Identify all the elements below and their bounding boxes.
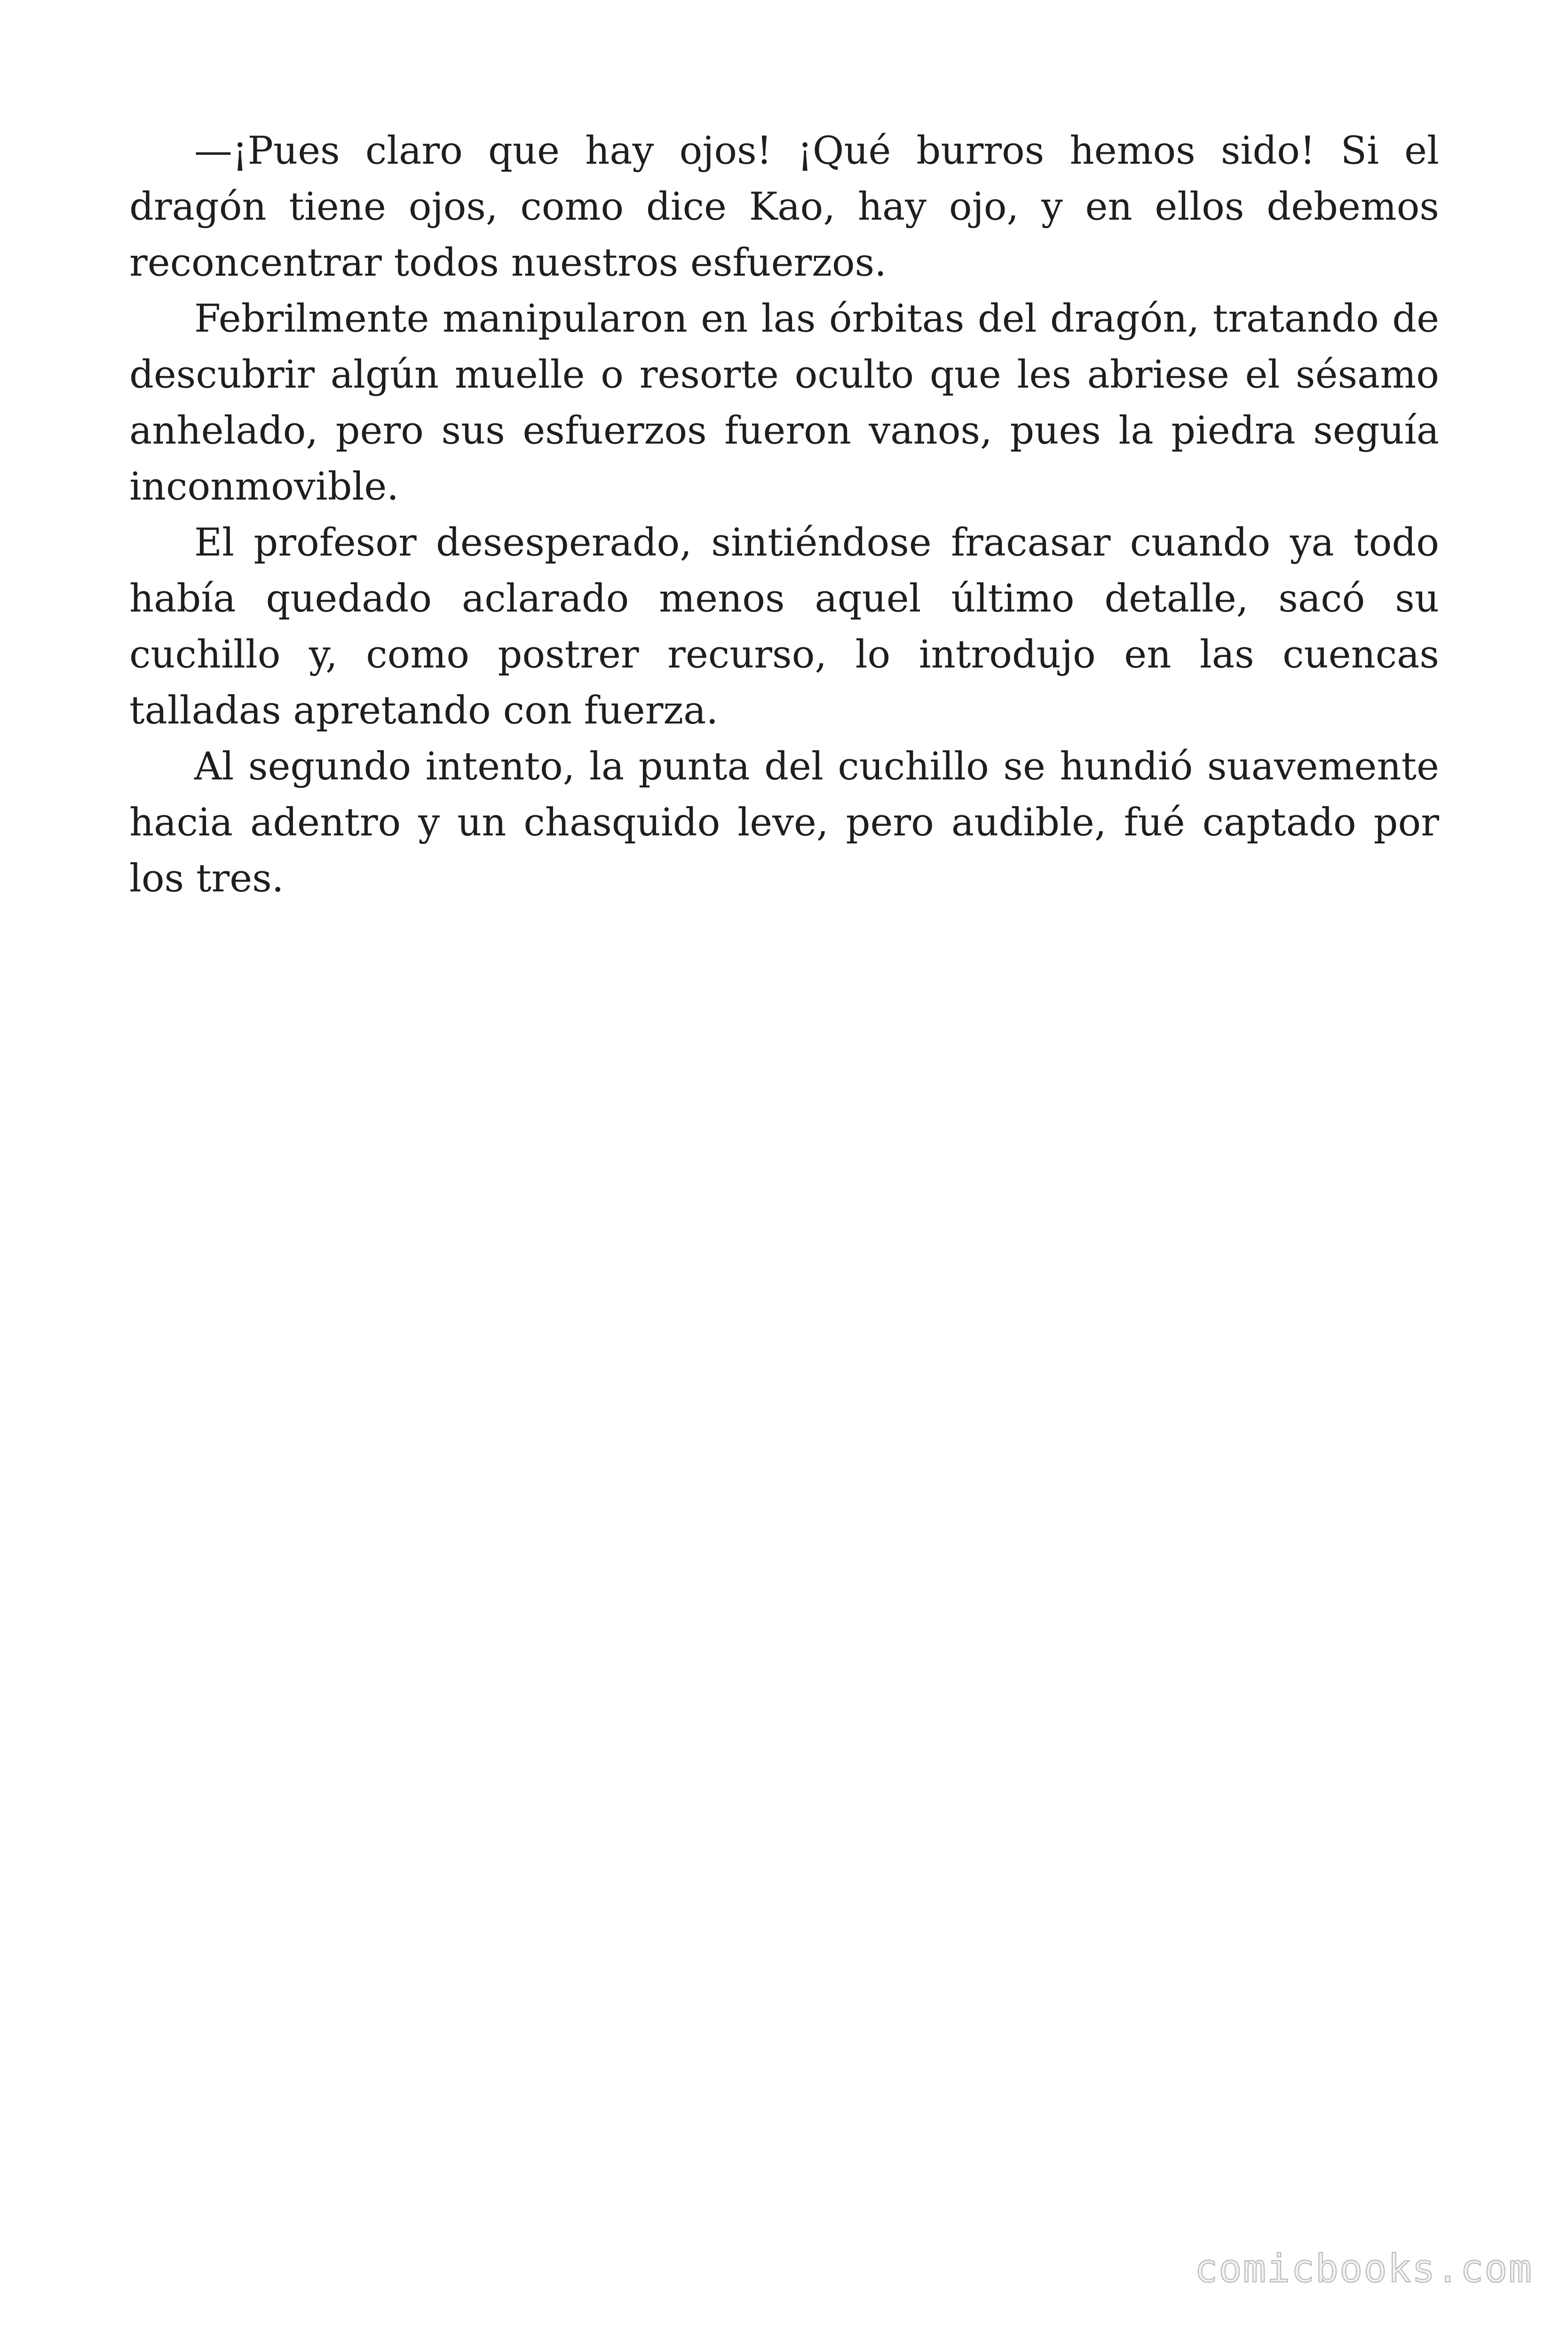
paragraph: Al segundo intento, la punta del cuchillo se hundió suavemente hacia adentro y un chasquido leve, pero audible, fué captado por los tres. <box>129 745 1439 901</box>
watermark: comicbooks.com <box>1194 2247 1533 2291</box>
body-text <box>129 123 1439 907</box>
paragraph: —¡Pues claro que hay ojos! ¡Qué burros hemos sido! Si el dragón tiene ojos, como dice Kao, hay ojo, y en ellos debemos reconcentrar todos nuestros esfuerzos. <box>129 129 1439 285</box>
paragraph: El profesor desesperado, sintiéndose fracasar cuando ya todo había quedado aclarado menos aquel último detalle, sacó su cuchillo y, como postrer recurso, lo introdujo en las cuencas talladas apretando con fuerza. <box>129 521 1439 733</box>
paragraph: Febrilmente manipularon en las órbitas del dragón, tratando de descubrir algún muelle o resorte oculto que les abriese el sésamo anhelado, pero sus esfuerzos fueron vanos, pues la piedra seguía inconmovible. <box>129 297 1439 509</box>
